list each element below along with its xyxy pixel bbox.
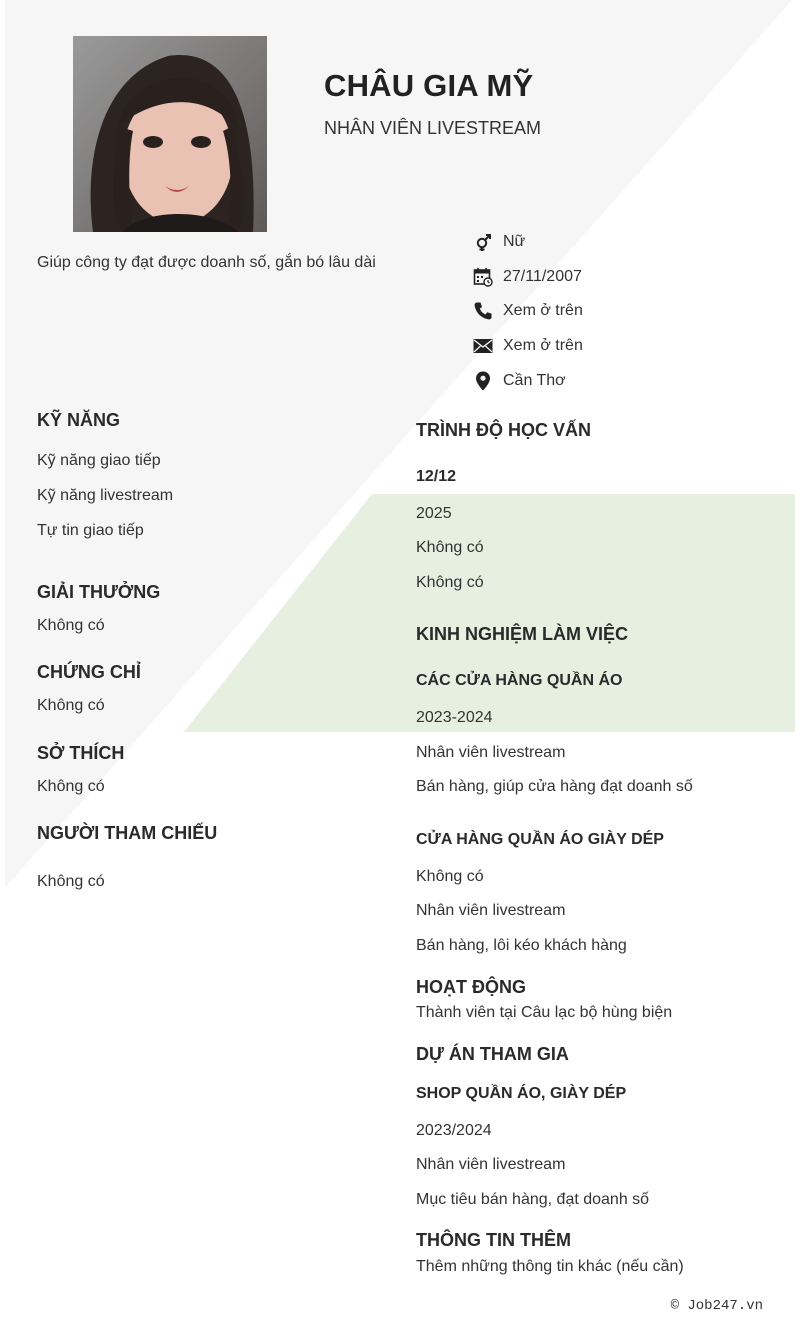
awards-value: Không có <box>37 617 105 634</box>
additional-value: Thêm những thông tin khác (nếu cần) <box>416 1258 684 1275</box>
skill-item: Tự tin giao tiếp <box>37 522 144 539</box>
profile-photo <box>73 36 267 232</box>
project-role: Nhân viên livestream <box>416 1156 566 1173</box>
job-company: CỬA HÀNG QUẦN ÁO GIÀY DÉP <box>416 831 664 848</box>
contact-email <box>472 335 583 357</box>
job-company: CÁC CỬA HÀNG QUẦN ÁO <box>416 672 623 689</box>
references-value: Không có <box>37 873 105 890</box>
certificates-value: Không có <box>37 697 105 714</box>
gender-icon <box>472 231 494 253</box>
education-school: 12/12 <box>416 468 457 485</box>
education-heading: TRÌNH ĐỘ HỌC VẤN <box>416 420 591 440</box>
gender-value: Nữ <box>503 233 526 250</box>
skill-item: Kỹ năng livestream <box>37 487 174 504</box>
address-value: Cần Thơ <box>503 372 566 389</box>
education-year: 2025 <box>416 505 452 522</box>
experience-heading: KINH NGHIỆM LÀM VIỆC <box>416 624 629 644</box>
calendar-icon <box>472 266 494 288</box>
contact-birthday <box>472 266 582 288</box>
job-period: Không có <box>416 868 484 885</box>
project-period: 2023/2024 <box>416 1122 492 1139</box>
certificates-heading: CHỨNG CHỈ <box>37 662 141 682</box>
activities-heading: HOẠT ĐỘNG <box>416 977 526 997</box>
skills-heading: KỸ NĂNG <box>37 410 121 430</box>
additional-heading: THÔNG TIN THÊM <box>416 1230 571 1250</box>
references-heading: NGƯỜI THAM CHIẾU <box>37 823 218 843</box>
job-description: Bán hàng, lôi kéo khách hàng <box>416 937 627 954</box>
skill-item: Kỹ năng giao tiếp <box>37 452 161 469</box>
mail-icon <box>472 335 494 357</box>
job-period: 2023-2024 <box>416 709 493 726</box>
project-name: SHOP QUẦN ÁO, GIÀY DÉP <box>416 1085 627 1102</box>
hobbies-value: Không có <box>37 778 105 795</box>
birthday-value: 27/11/2007 <box>503 268 582 285</box>
job-title: NHÂN VIÊN LIVESTREAM <box>324 118 542 138</box>
job-position: Nhân viên livestream <box>416 744 566 761</box>
education-detail: Không có <box>416 574 484 591</box>
contact-address <box>472 370 566 392</box>
contact-gender <box>472 231 525 253</box>
phone-value: Xem ở trên <box>503 302 583 319</box>
copyright-footer: © Job247.vn <box>670 1298 763 1314</box>
awards-heading: GIẢI THƯỞNG <box>37 582 161 602</box>
project-description: Mục tiêu bán hàng, đạt doanh số <box>416 1191 650 1208</box>
contact-phone <box>472 300 583 322</box>
avatar <box>73 36 267 232</box>
job-description: Bán hàng, giúp cửa hàng đạt doanh số <box>416 778 693 795</box>
candidate-name: CHÂU GIA MỸ <box>324 68 534 103</box>
job-position: Nhân viên livestream <box>416 902 566 919</box>
hobbies-heading: SỞ THÍCH <box>37 743 125 763</box>
email-value: Xem ở trên <box>503 337 583 354</box>
phone-icon <box>472 300 494 322</box>
education-major: Không có <box>416 539 484 556</box>
location-pin-icon <box>472 370 494 392</box>
career-objective: Giúp công ty đạt được doanh số, gắn bó lâu dài <box>37 254 376 271</box>
projects-heading: DỰ ÁN THAM GIA <box>416 1044 569 1064</box>
activities-value: Thành viên tại Câu lạc bộ hùng biện <box>416 1004 673 1021</box>
